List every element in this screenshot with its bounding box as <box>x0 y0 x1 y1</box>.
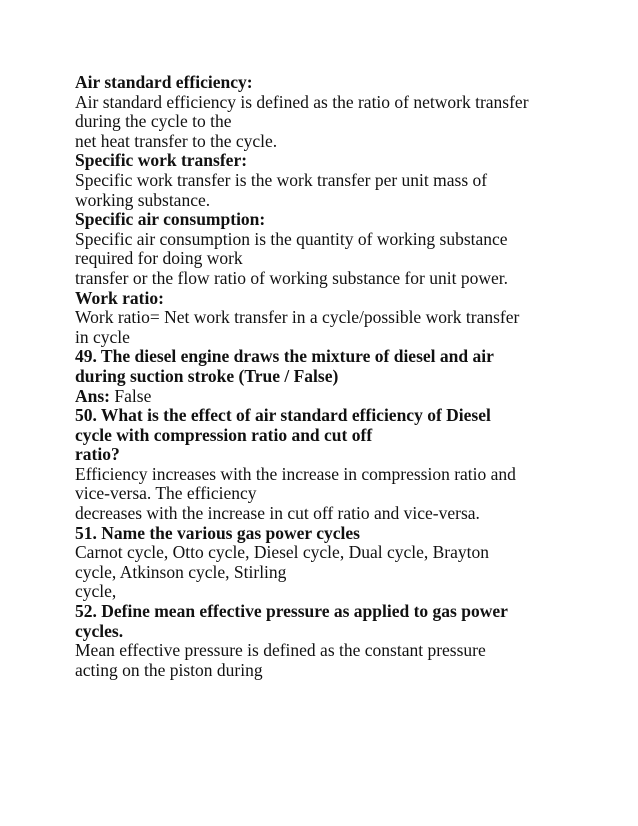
text-line <box>75 230 615 250</box>
bold-text: during suction stroke (True / False) <box>75 365 339 386</box>
text-line <box>75 289 615 309</box>
text-line <box>75 151 615 171</box>
body-text: Carnot cycle, Otto cycle, Diesel cycle, Dual cycle, Brayton <box>75 542 490 563</box>
text-line <box>75 406 615 426</box>
bold-text: cycles. <box>75 620 124 641</box>
text-line <box>75 367 615 387</box>
body-text: required for doing work <box>75 248 243 269</box>
text-line <box>75 465 615 485</box>
bold-text: Air standard efficiency: <box>75 72 253 92</box>
body-text: transfer or the flow ratio of working substance for unit power. <box>75 267 509 288</box>
text-line <box>75 543 615 563</box>
bold-text: ratio? <box>75 444 120 465</box>
bold-text: 50. What is the effect of air standard efficiency of Diesel <box>75 405 491 426</box>
text-line <box>75 93 615 113</box>
text-line <box>75 112 615 132</box>
bold-text: Ans: <box>75 385 111 406</box>
text-line <box>75 191 615 211</box>
body-text: working substance. <box>75 189 211 210</box>
text-line <box>75 524 615 544</box>
body-text: Efficiency increases with the increase in compression ratio and <box>75 463 516 484</box>
bold-text: Work ratio: <box>75 287 164 308</box>
text-line <box>75 445 615 465</box>
text-line <box>75 171 615 191</box>
body-text: net heat transfer to the cycle. <box>75 130 278 151</box>
body-text: in cycle <box>75 326 130 347</box>
body-text: Specific work transfer is the work transfer per unit mass of <box>75 169 488 190</box>
text-line <box>75 269 615 289</box>
text-line <box>75 484 615 504</box>
body-text: False <box>110 385 152 406</box>
body-text: vice-versa. The efficiency <box>75 483 257 504</box>
text-line <box>75 210 615 230</box>
body-text: acting on the piston during <box>75 659 263 680</box>
body-text: Mean effective pressure is defined as the constant pressure <box>75 640 486 661</box>
body-text: Specific air consumption is the quantity of working substance <box>75 228 508 249</box>
bold-text: 51. Name the various gas power cycles <box>75 522 360 543</box>
bold-text: cycle with compression ratio and cut off <box>75 424 373 445</box>
text-line <box>75 249 615 269</box>
document-body <box>75 73 615 680</box>
text-line <box>75 582 615 602</box>
body-text: Work ratio= Net work transfer in a cycle/possible work transfer <box>75 307 520 328</box>
text-line <box>75 661 615 681</box>
text-line <box>75 347 615 367</box>
bold-text: Specific air consumption: <box>75 209 266 230</box>
text-line <box>75 622 615 642</box>
text-line <box>75 387 615 407</box>
text-line <box>75 563 615 583</box>
body-text: cycle, <box>75 581 117 602</box>
text-line <box>75 308 615 328</box>
text-line <box>75 504 615 524</box>
text-line <box>75 132 615 152</box>
bold-text: 49. The diesel engine draws the mixture of diesel and air <box>75 346 494 367</box>
body-text: cycle, Atkinson cycle, Stirling <box>75 561 287 582</box>
bold-text: 52. Define mean effective pressure as applied to gas power <box>75 601 508 622</box>
text-line <box>75 426 615 446</box>
text-line <box>75 328 615 348</box>
body-text: Air standard efficiency is defined as the ratio of network transfer <box>75 91 529 112</box>
body-text: during the cycle to the <box>75 111 232 132</box>
body-text: decreases with the increase in cut off ratio and vice-versa. <box>75 503 480 524</box>
text-line <box>75 602 615 622</box>
text-line <box>75 641 615 661</box>
bold-text: Specific work transfer: <box>75 150 248 171</box>
text-line <box>75 73 615 93</box>
